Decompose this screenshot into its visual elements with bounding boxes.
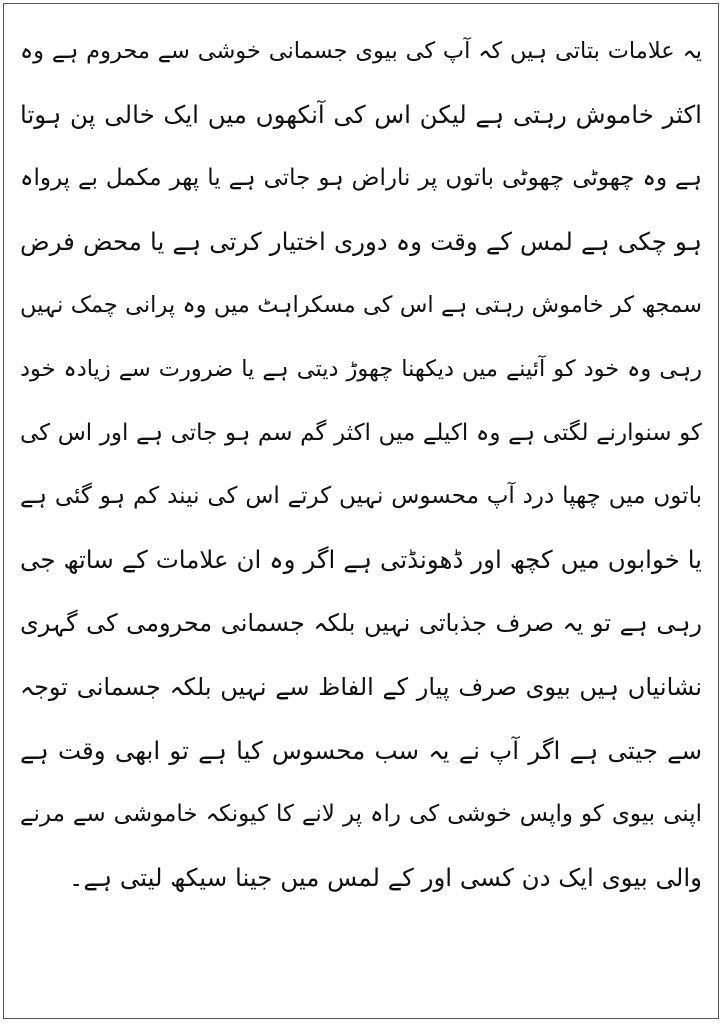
paragraph-line: سمجھ کر خاموش رہتی ہے اس کی مسکراہٹ میں وہ پرانی چمک نہیں <box>20 292 702 319</box>
paragraph-line: اپنی بیوی کو واپس خوشی کی راہ پر لانے کا کیونکہ خاموشی سے مرنے <box>20 801 702 828</box>
paragraph-line: رہی وہ خود کو آئینے میں دیکھنا چھوڑ دیتی ہے یا ضرورت سے زیادہ خود <box>20 355 702 382</box>
urdu-paragraph <box>18 26 704 916</box>
page-frame <box>3 3 719 1019</box>
paragraph-line: باتوں میں چھپا درد آپ محسوس نہیں کرتے اس کی نیند کم ہو گئی ہے <box>20 483 702 510</box>
paragraph-line: والی بیوی ایک دن کسی اور کے لمس میں جینا سیکھ لیتی ہے۔ <box>68 862 702 892</box>
paragraph-line: نشانیاں ہیں بیوی صرف پیار کے الفاظ سے نہیں بلکہ جسمانی توجہ <box>20 672 702 701</box>
paragraph-line: سے جیتی ہے اگر آپ نے یہ سب محسوس کیا ہے تو ابھی وقت ہے <box>20 735 702 765</box>
paragraph-line: ہے وہ چھوٹی چھوٹی باتوں پر ناراض ہو جاتی ہے یا پھر مکمل بے پرواہ <box>20 165 702 192</box>
paragraph-line: یا خوابوں میں کچھ اور ڈھونڈتی ہے اگر وہ ان علامات کے ساتھ جی <box>20 544 702 574</box>
paragraph-line: کو سنوارنے لگتی ہے وہ اکیلے میں اکثر گم سم ہو جاتی ہے اور اس کی <box>20 419 702 446</box>
paragraph-line: یہ علامات بتاتی ہیں کہ آپ کی بیوی جسمانی خوشی سے محروم ہے وہ <box>20 38 702 64</box>
paragraph-line: ہو چکی ہے لمس کے وقت وہ دوری اختیار کرتی ہے یا محض فرض <box>20 226 702 256</box>
paragraph-line: رہی ہے تو یہ صرف جذباتی نہیں بلکہ جسمانی محرومی کی گہری <box>20 609 702 638</box>
paragraph-line: اکثر خاموش رہتی ہے لیکن اس کی آنکھوں میں ایک خالی پن ہوتا <box>20 99 702 129</box>
